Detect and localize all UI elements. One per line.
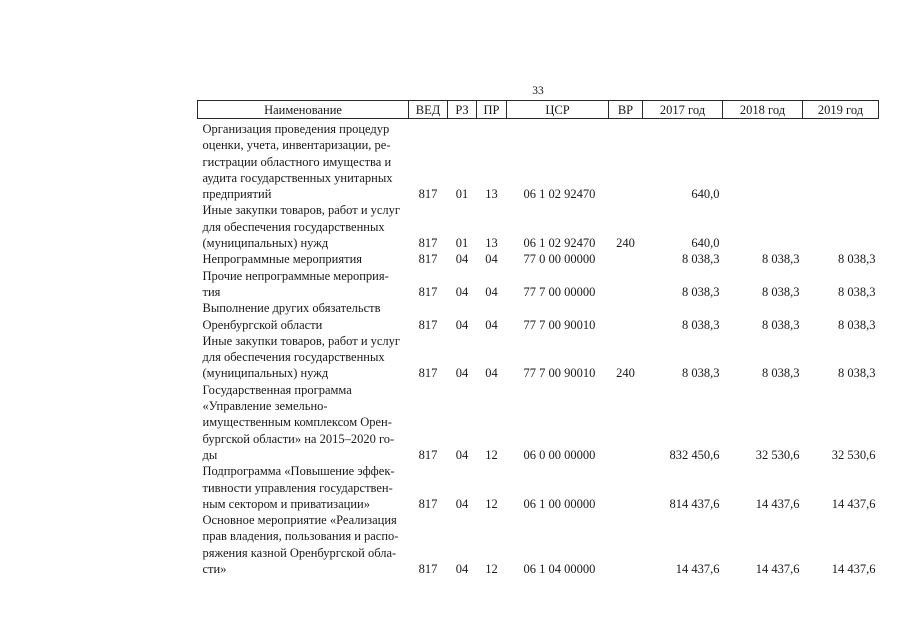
- row-name-line: Организация проведения процедур: [202, 122, 390, 136]
- row-name-line: ным сектором и приватизации»: [202, 496, 370, 511]
- row-name-line: тия: [202, 284, 221, 299]
- row-value-2019: 14 437,6: [831, 562, 876, 577]
- row-name: [198, 333, 409, 382]
- row-rz: 04: [455, 252, 469, 267]
- row-pr: 12: [485, 447, 498, 462]
- table-header-row: [198, 101, 879, 119]
- header-name: Наименование: [198, 101, 409, 119]
- row-rz: 04: [455, 447, 469, 462]
- table-body: [198, 119, 879, 578]
- row-name: [198, 202, 409, 251]
- row-value-2019: [803, 202, 879, 251]
- row-value-2018: 14 437,6: [755, 496, 800, 511]
- row-name-line: ряжения казной Оренбургской обла-: [202, 545, 397, 560]
- row-value-2018: 8 038,3: [762, 366, 800, 381]
- table-row: [198, 333, 879, 382]
- row-name-line: прав владения, пользования и распо-: [202, 529, 399, 544]
- header-vr: ВР: [609, 101, 643, 119]
- row-name: [198, 251, 409, 267]
- table-row: [198, 251, 879, 267]
- row-csr: 77 7 00 00000: [523, 284, 596, 299]
- row-value-2017: 8 038,3: [682, 284, 720, 299]
- row-pr: 04: [485, 366, 498, 381]
- header-csr: ЦСР: [507, 101, 609, 119]
- row-value-2017: 832 450,6: [669, 447, 720, 462]
- row-name-line: Основное мероприятие «Реализация: [202, 513, 397, 528]
- row-value-2018: 14 437,6: [755, 562, 800, 577]
- row-csr: 06 1 04 00000: [523, 562, 596, 577]
- table-row: [198, 382, 879, 463]
- row-name-line: Непрограммные мероприятия: [202, 252, 363, 267]
- table-row: [198, 202, 879, 251]
- row-name: [198, 512, 409, 577]
- row-vr: 240: [616, 236, 635, 251]
- row-value-2017: 8 038,3: [682, 252, 720, 267]
- row-ved: 817: [418, 317, 438, 332]
- row-csr: 06 0 00 00000: [523, 447, 596, 462]
- row-name-line: для обеспечения государственных: [202, 350, 385, 365]
- row-vr: [609, 119, 643, 203]
- row-value-2018: 8 038,3: [762, 317, 800, 332]
- row-csr: 06 1 02 92470: [523, 236, 596, 251]
- row-value-2019: [803, 119, 879, 203]
- row-name: [198, 382, 409, 463]
- budget-table: [197, 100, 879, 577]
- row-value-2019: 8 038,3: [838, 284, 876, 299]
- row-name-line: оценки, учета, инвентаризации, ре-: [202, 138, 391, 153]
- row-value-2017: 814 437,6: [669, 496, 720, 511]
- row-name-line: тивности управления государствен-: [202, 480, 393, 495]
- row-pr: 04: [485, 284, 498, 299]
- row-name: [198, 268, 409, 301]
- row-pr: 13: [485, 236, 498, 251]
- row-rz: 04: [455, 366, 469, 381]
- row-name-line: Выполнение других обязательств: [202, 301, 381, 316]
- row-value-2018: [723, 119, 803, 203]
- row-name: [198, 119, 409, 203]
- table-row: [198, 119, 879, 203]
- row-vr: [609, 463, 643, 512]
- row-pr: 04: [485, 252, 498, 267]
- table-row: [198, 300, 879, 333]
- row-vr: 240: [616, 366, 635, 381]
- row-ved: 817: [418, 187, 438, 202]
- row-value-2017: 8 038,3: [682, 366, 720, 381]
- row-name-line: для обеспечения государственных: [202, 219, 385, 234]
- row-vr: [609, 268, 643, 301]
- row-ved: 817: [418, 496, 438, 511]
- page-number: 33: [532, 85, 544, 97]
- row-name: [198, 300, 409, 333]
- row-name-line: имущественным комплексом Орен-: [202, 415, 392, 430]
- row-vr: [609, 300, 643, 333]
- row-value-2019: 8 038,3: [838, 252, 876, 267]
- row-ved: 817: [418, 252, 438, 267]
- row-pr: 13: [485, 187, 498, 202]
- row-ved: 817: [418, 562, 438, 577]
- row-rz: 01: [455, 236, 469, 251]
- row-name-line: Прочие непрограммные мероприя-: [202, 268, 389, 283]
- row-value-2017: 8 038,3: [682, 317, 720, 332]
- table-row: [198, 268, 879, 301]
- header-2017: 2017 год: [643, 101, 723, 119]
- row-name-line: предприятий: [202, 187, 272, 202]
- row-value-2018: 8 038,3: [762, 252, 800, 267]
- row-name-line: (муниципальных) нужд: [202, 366, 329, 381]
- row-name-line: Иные закупки товаров, работ и услуг: [202, 203, 401, 218]
- row-value-2017: 640,0: [691, 187, 720, 202]
- row-name-line: ды: [202, 447, 218, 462]
- row-csr: 77 7 00 90010: [523, 317, 596, 332]
- row-name-line: «Управление земельно-: [202, 399, 328, 414]
- row-name-line: (муниципальных) нужд: [202, 236, 329, 251]
- row-pr: 04: [485, 317, 498, 332]
- row-ved: 817: [418, 366, 438, 381]
- row-pr: 12: [485, 496, 498, 511]
- row-csr: 77 0 00 00000: [523, 252, 596, 267]
- row-rz: 04: [455, 562, 469, 577]
- header-pr: ПР: [477, 101, 507, 119]
- row-value-2019: 14 437,6: [831, 496, 876, 511]
- row-value-2018: 8 038,3: [762, 284, 800, 299]
- row-name-line: гистрации областного имущества и: [202, 154, 392, 169]
- row-csr: 77 7 00 90010: [523, 366, 596, 381]
- table-row: [198, 512, 879, 577]
- row-vr: [609, 251, 643, 267]
- row-vr: [609, 382, 643, 463]
- row-vr: [609, 512, 643, 577]
- header-ved: ВЕД: [409, 101, 448, 119]
- row-value-2018: 32 530,6: [755, 447, 800, 462]
- row-rz: 01: [455, 187, 469, 202]
- row-ved: 817: [418, 284, 438, 299]
- row-name-line: Подпрограмма «Повышение эффек-: [202, 464, 395, 479]
- header-2019: 2019 год: [803, 101, 879, 119]
- table-row: [198, 463, 879, 512]
- row-ved: 817: [418, 236, 438, 251]
- row-rz: 04: [455, 317, 469, 332]
- row-name: [198, 463, 409, 512]
- row-name-line: Оренбургской области: [202, 317, 323, 332]
- row-rz: 04: [455, 284, 469, 299]
- row-name-line: Иные закупки товаров, работ и услуг: [202, 333, 401, 348]
- row-rz: 04: [455, 496, 469, 511]
- row-csr: 06 1 02 92470: [523, 187, 596, 202]
- row-csr: 06 1 00 00000: [523, 496, 596, 511]
- header-2018: 2018 год: [723, 101, 803, 119]
- row-name-line: аудита государственных унитарных: [202, 170, 393, 185]
- row-name-line: бургской области» на 2015–2020 го-: [202, 431, 395, 446]
- row-value-2017: 14 437,6: [675, 562, 720, 577]
- row-name-line: сти»: [202, 562, 227, 577]
- header-rz: РЗ: [448, 101, 477, 119]
- row-value-2019: 8 038,3: [838, 366, 876, 381]
- row-value-2019: 8 038,3: [838, 317, 876, 332]
- row-name-line: Государственная программа: [202, 382, 352, 397]
- row-value-2017: 640,0: [691, 236, 720, 251]
- row-pr: 12: [485, 562, 498, 577]
- row-value-2019: 32 530,6: [831, 447, 876, 462]
- row-ved: 817: [418, 447, 438, 462]
- row-value-2018: [723, 202, 803, 251]
